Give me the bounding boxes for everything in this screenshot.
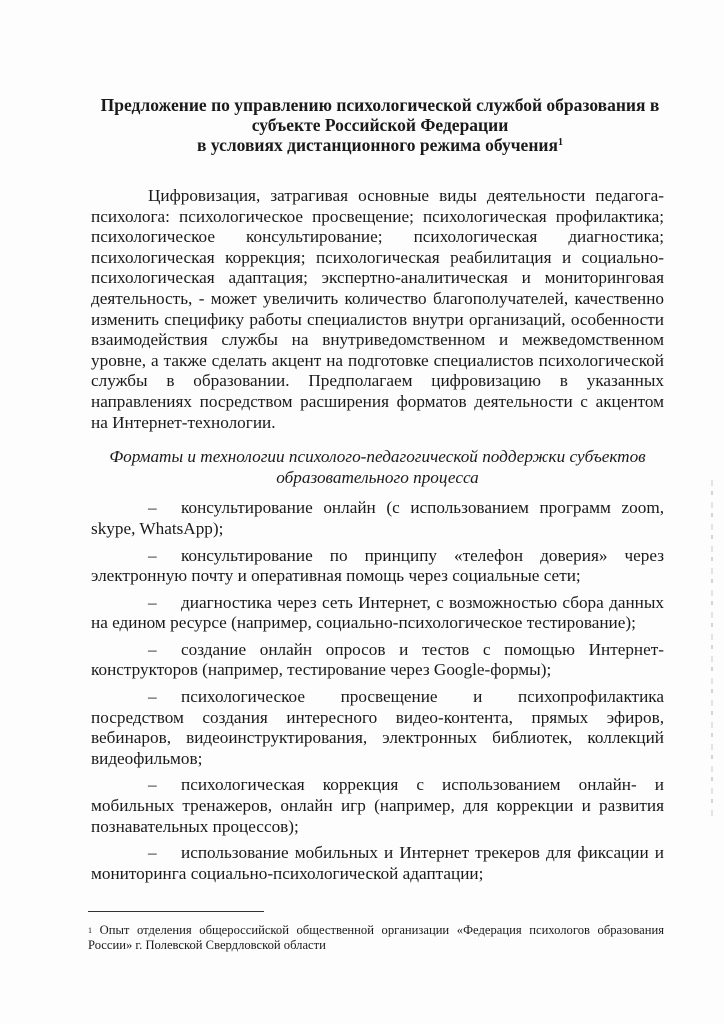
- footnote-reference: 1: [557, 137, 563, 148]
- document-body: [91, 186, 664, 890]
- footnote-separator: [88, 911, 264, 912]
- list-item: – использование мобильных и Интернет трекеров для фиксации и мониторинга социально-психологической адаптации;: [91, 843, 664, 883]
- scan-artifact: [711, 480, 713, 820]
- dash-marker: –: [148, 592, 157, 612]
- list-item: – консультирование онлайн (с использованием программ zoom, skype, WhatsApp);: [91, 498, 664, 538]
- footnote-text: Опыт отделения общероссийской общественной организации «Федерация психологов образования России» г. Полевской Свердловской области: [88, 923, 664, 952]
- section-heading-line-2: образовательного процесса: [276, 467, 479, 487]
- title-line-3: в условиях дистанционного режима обучения$^1$: [197, 135, 563, 155]
- intro-paragraph: Цифровизация, затрагивая основные виды деятельности педагога-психолога: психологическое просвещение; психологическая профилактика; психологическое консультирование; психологическая диагностика; психологическая коррекция; психологическая реабилитация и социально-психологическая адаптация; экспертно-аналитическая и мониторинговая деятельность, - может увеличить количество благополучателей, качественно изменить специфику работы специалистов внутри организаций, особенности взаимодействия службы на внутриведомственном и межведомственном уровне, а также сделать акцент на подготовке специалистов психологической службы в образовании. Предполагаем цифровизацию в указанных направлениях посредством расширения форматов деятельности с акцентом на Интернет-технологии.: [91, 186, 664, 432]
- title-line-1: Предложение по управлению психологической службой образования в: [100, 95, 660, 115]
- list-item: – психологическая коррекция с использованием онлайн- и мобильных тренажеров, онлайн игр (например, для коррекции и развития познавательных процессов);: [91, 775, 664, 836]
- dash-marker: –: [148, 639, 157, 659]
- dash-marker: –: [148, 843, 157, 863]
- list-item: – психологическое просвещение и психопрофилактика посредством создания интересного видео-контента, прямых эфиров, вебинаров, видеоинструктирования, электронных библиотек, коллекций видеофильмов;: [91, 687, 664, 768]
- list-item: – создание онлайн опросов и тестов с помощью Интернет-конструкторов (например, тестирование через Google-формы);: [91, 639, 664, 680]
- footnote-number: 1: [88, 926, 92, 935]
- dash-marker: –: [148, 775, 157, 795]
- section-heading: [91, 447, 664, 488]
- dash-marker: –: [148, 687, 157, 707]
- dash-marker: –: [148, 545, 157, 565]
- list-item: – консультирование по принципу «телефон доверия» через электронную почту и оперативная помощь через социальные сети;: [91, 545, 664, 586]
- title-line-2: субъекте Российской Федерации: [251, 115, 509, 135]
- dash-marker: –: [148, 498, 157, 518]
- section-heading-line-1: Форматы и технологии психолого-педагогической поддержки субъектов: [109, 447, 646, 467]
- formats-list: [91, 498, 664, 884]
- list-item: – диагностика через сеть Интернет, с возможностью сбора данных на едином ресурсе (например, социально-психологическое тестирование);: [91, 592, 664, 633]
- footnote: [88, 923, 664, 953]
- document-title: [100, 95, 660, 155]
